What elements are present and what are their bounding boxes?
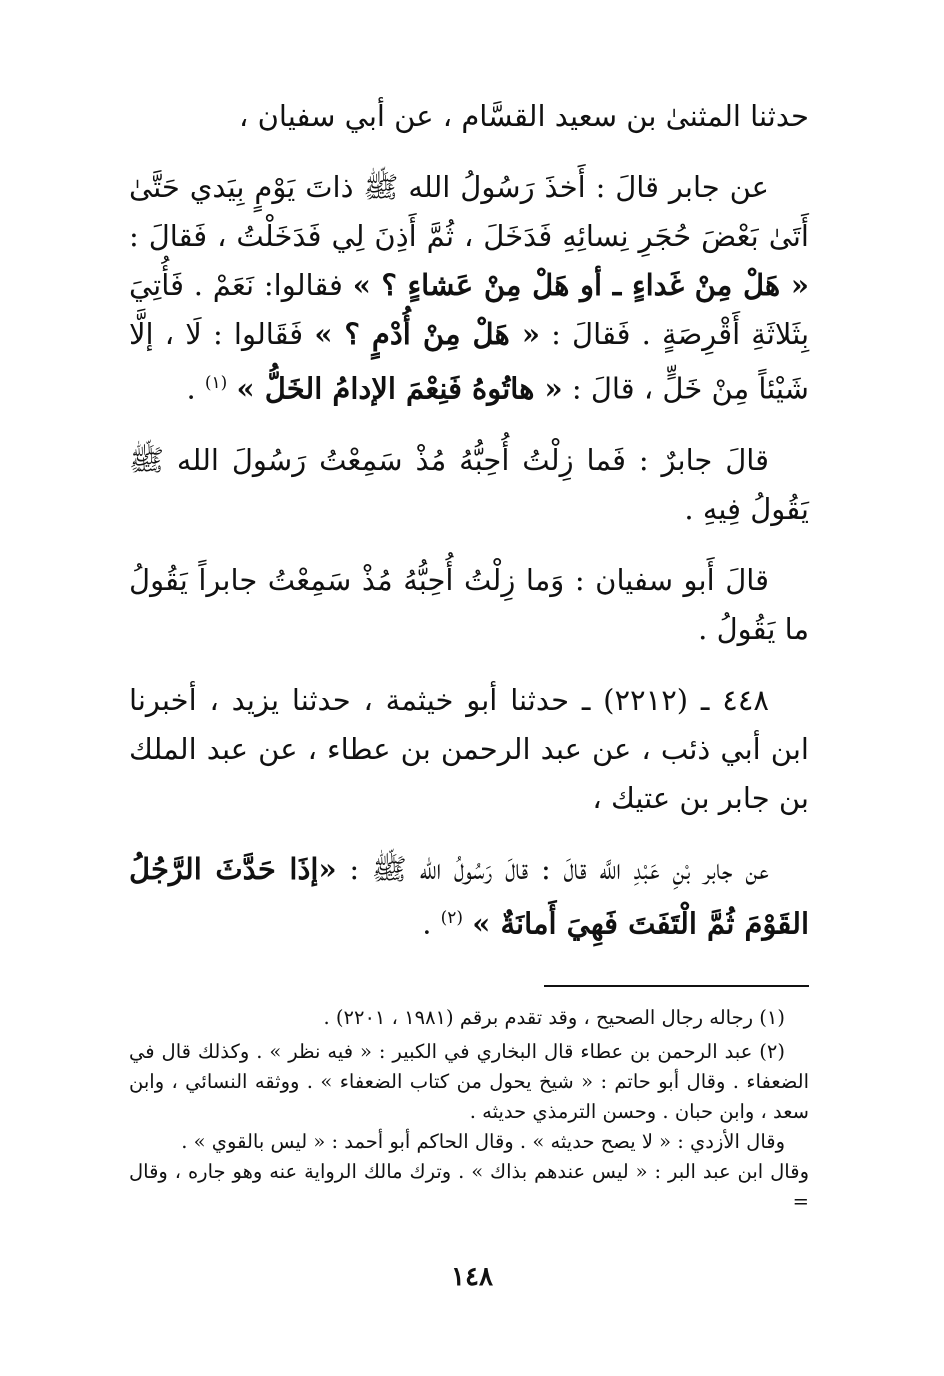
footnote-1: (١) رجاله رجال الصحيح ، وقد تقدم برقم (١٩٨١ ، ٢٢٠١) . [323, 1006, 785, 1029]
footnote-divider [544, 985, 809, 987]
prophet-quote: « هاتُوهُ فَنِعْمَ الإدامُ الخَلُّ » [236, 371, 563, 406]
prophet-quote: « هَلْ مِنْ غَداءٍ ـ أو هَلْ مِنْ عَشاءٍ ؟ » [352, 268, 810, 302]
paragraph-isnad: حدثنا المثنىٰ بن سعيد القسَّام ، عن أبي سفيان ، [239, 99, 809, 133]
paragraph-hadith-448-isnad: ٤٤٨ ـ (٢٢١٢) ـ حدثنا أبو خيثمة ، حدثنا يزيد ، أخبرنا ابن أبي ذئب ، عن عبد الرحمن بن عطاء ، عن عبد الملك بن جابر بن عتيك ، [129, 682, 809, 815]
text-segment: فقالوا: نَعَمْ . فَأُتِيَ بِثَلاثَةِ أَقْرِصَةٍ . فَقالَ : [129, 268, 810, 351]
paragraph-hadith-448 [129, 845, 809, 949]
paragraph-jabir: قالَ جابرٌ : فَما زِلْتُ أُحِبُّهُ مُذْ سَمِعْتُ رَسُولَ الله ﷺ يَقُولُ فِيهِ . [129, 442, 809, 526]
footnote-2-cont: وقال الأزدي : « لا يصح حديثه » . وقال الحاكم أبو أحمد : « ليس بالقوي » . [181, 1130, 785, 1153]
prophet-quote: « هَلْ مِنْ أُدْمٍ ؟ » [314, 317, 540, 351]
text-segment: . [422, 906, 432, 941]
prophet-quote: «إذَا حَدَّثَ الرَّجُلُ القَوْمَ ثُمَّ الْتَفَتَ فَهِيَ أَمانَةٌ » [129, 851, 809, 941]
text-segment: . [186, 371, 196, 406]
footnote-2: (٢) عبد الرحمن بن عطاء قال البخاري في الكبير : « فيه نظر » . وكذلك قال في الضعفاء . وقال أبو حاتم : « شيخ يحول من كتاب الضعفاء » . ووثقه النسائي ، وابن سعد ، وابن حبان . وحسن الترمذي حديثه . [129, 1040, 809, 1123]
text-segment: عن جابر قالَ : أَخذَ رَسُولُ الله ﷺ ذاتَ يَوْمٍ بِيَدي حَتَّىٰ أَتَىٰ بَعْضَ حُجَرِ نِسائِهِ فَدَخَلَ ، ثُمَّ أَذِنَ لِي فَدَخَلْتُ ، فَقالَ : [129, 170, 809, 253]
text-segment: عن جابر بْنِ عَبْدِ اللَّه قالَ : قالَ رَسُولُ الله ﷺ : [349, 851, 769, 886]
footnote-2-cont: وقال ابن عبد البر : « ليس عندهم بذاك » . وترك مالك الرواية عنه وهو جاره ، وقال = [129, 1160, 809, 1213]
page-number: ١٤٨ [451, 1262, 493, 1292]
footnote-marker: (٢) [440, 907, 464, 928]
paragraph-hadith-447 [129, 163, 809, 414]
paragraph-abu-sufyan: قالَ أَبو سفيان : وَما زِلْتُ أُحِبُّهُ مُذْ سَمِعْتُ جابراً يَقُولُ ما يَقُولُ . [129, 562, 809, 646]
footnote-marker: (١) [204, 373, 228, 393]
main-text [129, 92, 809, 948]
footnotes [129, 1003, 809, 1217]
text-segment: فَقَالوا : لَا ، إلَّا شَيْئاً مِنْ خَلٍّ ، قالَ : [129, 317, 809, 406]
